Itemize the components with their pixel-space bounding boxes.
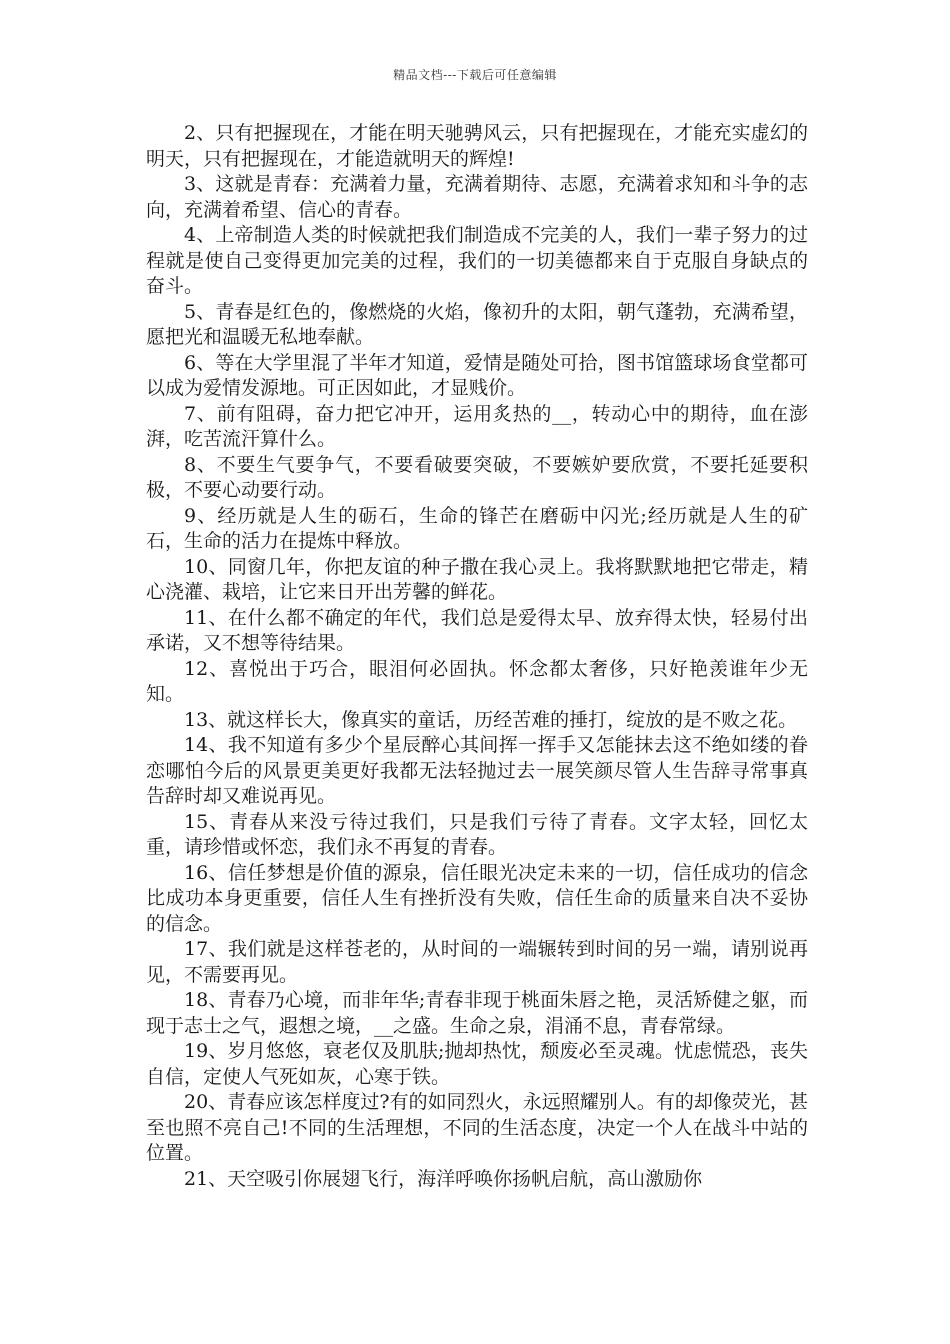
paragraph-17: 17、我们就是这样苍老的，从时间的一端辗转到时间的另一端，请别说再见，不需要再见。 bbox=[146, 938, 808, 986]
paragraph-3: 3、这就是青春：充满着力量，充满着期待、志愿，充满着求知和斗争的志向，充满着希望、信心的青春。 bbox=[146, 173, 808, 221]
paragraph-13: 13、就这样长大，像真实的童话，历经苦难的捶打，绽放的是不败之花。 bbox=[184, 708, 798, 731]
paragraph-20: 20、青春应该怎样度过?有的如同烈火，永远照耀别人。有的却像荧光，甚至也照不亮自己!不同的生活理想，不同的生活态度，决定一个人在战斗中站的位置。 bbox=[146, 1091, 808, 1164]
paragraph-19: 19、岁月悠悠，衰老仅及肌肤;抛却热忱，颓废必至灵魂。忧虑慌恐，丧失自信，定使人气死如灰，心寒于铁。 bbox=[146, 1040, 808, 1088]
document-body bbox=[146, 121, 808, 1192]
paragraph-21: 21、天空吸引你展翅飞行，海洋呼唤你扬帆启航，高山激励你 bbox=[184, 1167, 703, 1190]
paragraph-5: 5、青春是红色的，像燃烧的火焰，像初升的太阳，朝气蓬勃，充满希望，愿把光和温暖无私地奉献。 bbox=[146, 300, 808, 348]
paragraph-15: 15、青春从来没亏待过我们，只是我们亏待了青春。文字太轻，回忆太重，请珍惜或怀恋，我们永不再复的青春。 bbox=[146, 810, 808, 858]
paragraph-14: 14、我不知道有多少个星辰醉心其间挥一挥手又怎能抹去这不绝如缕的眷恋哪怕今后的风景更美更好我都无法轻抛过去一展笑颜尽管人生告辞寻常事真告辞时却又难说再见。 bbox=[146, 734, 808, 807]
paragraph-6: 6、等在大学里混了半年才知道，爱情是随处可拾，图书馆篮球场食堂都可以成为爱情发源地。可正因如此，才显贱价。 bbox=[146, 351, 808, 399]
page-header: 精品文档---下载后可任意编辑 bbox=[393, 68, 557, 82]
paragraph-11: 11、在什么都不确定的年代，我们总是爱得太早、放弃得太快，轻易付出承诺，又不想等待结果。 bbox=[146, 606, 808, 654]
paragraph-4: 4、上帝制造人类的时候就把我们制造成不完美的人，我们一辈子努力的过程就是使自己变得更加完美的过程，我们的一切美德都来自于克服自身缺点的奋斗。 bbox=[146, 224, 808, 297]
paragraph-9: 9、经历就是人生的砺石，生命的锋芒在磨砺中闪光;经历就是人生的矿石，生命的活力在提炼中释放。 bbox=[146, 504, 808, 552]
paragraph-16: 16、信任梦想是价值的源泉，信任眼光决定未来的一切，信任成功的信念比成功本身更重要，信任人生有挫折没有失败，信任生命的质量来自决不妥协的信念。 bbox=[146, 861, 808, 935]
paragraph-8: 8、不要生气要争气，不要看破要突破，不要嫉妒要欣赏，不要托延要积极，不要心动要行动。 bbox=[146, 453, 808, 501]
paragraph-18: 18、青春乃心境，而非年华;青春非现于桃面朱唇之艳，灵活矫健之躯，而现于志士之气，遐想之境，__之盛。生命之泉，涓涌不息，青春常绿。 bbox=[146, 989, 808, 1037]
paragraph-10: 10、同窗几年，你把友谊的种子撒在我心灵上。我将默默地把它带走，精心浇灌、栽培，让它来日开出芳馨的鲜花。 bbox=[146, 555, 808, 603]
paragraph-12: 12、喜悦出于巧合，眼泪何必固执。怀念都太奢侈，只好艳羡谁年少无知。 bbox=[146, 657, 808, 705]
paragraph-7: 7、前有阻碍，奋力把它冲开，运用炙热的__，转动心中的期待，血在澎湃，吃苦流汗算什么。 bbox=[146, 402, 808, 450]
paragraph-2: 2、只有把握现在，才能在明天驰骋风云，只有把握现在，才能充实虚幻的明天，只有把握现在，才能造就明天的辉煌! bbox=[146, 122, 808, 170]
